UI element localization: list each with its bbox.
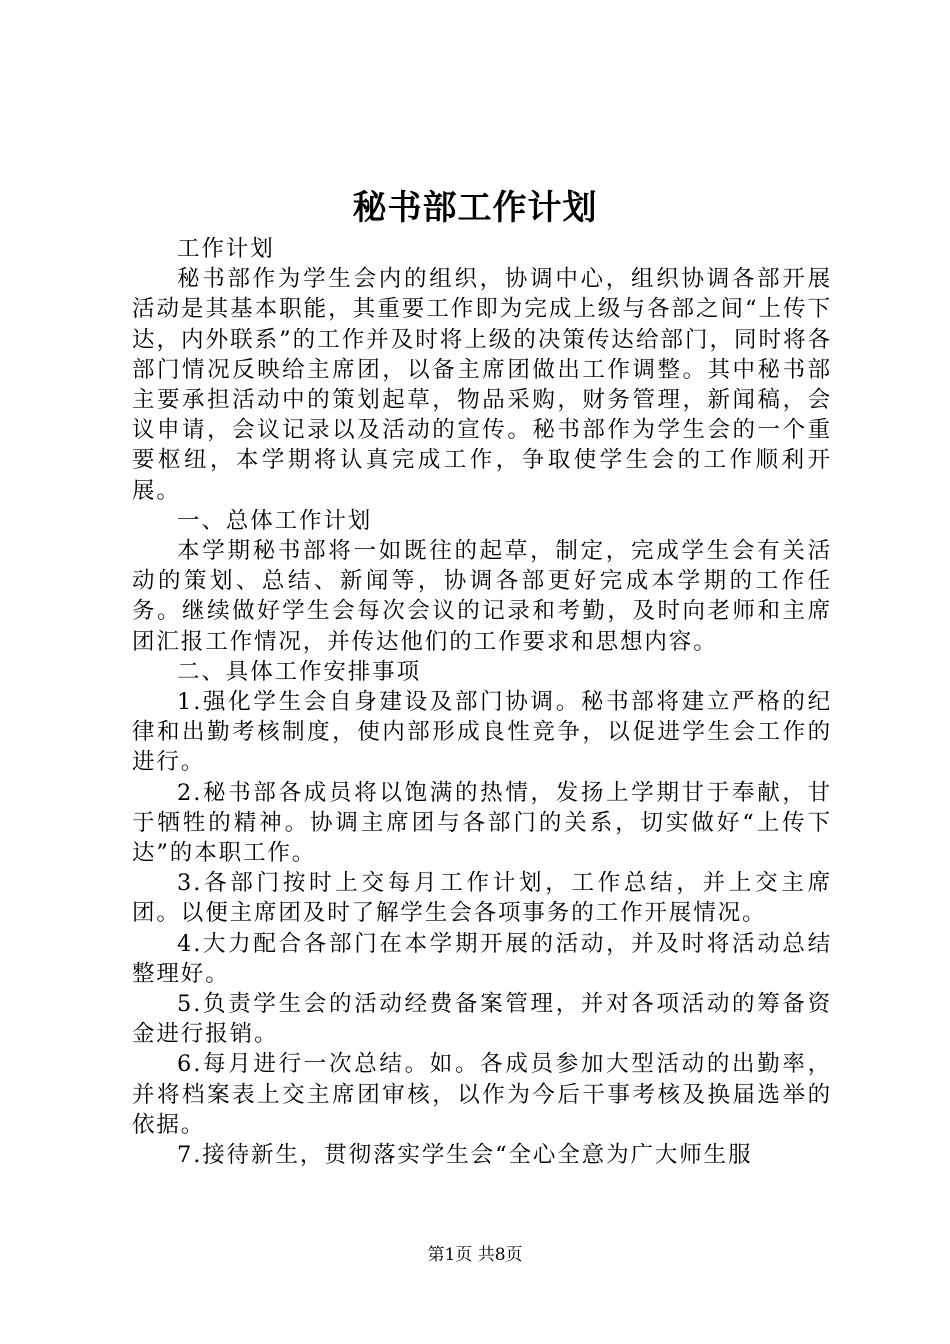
- page-number: 第1页 共8页: [427, 1245, 523, 1265]
- list-item-7: 7.接待新生，贯彻落实学生会“全心全意为广大师生服: [177, 1142, 753, 1169]
- section-heading-specific: 二、具体工作安排事项: [177, 658, 422, 685]
- paragraph-intro: 秘书部作为学生会内的组织，协调中心，组织协调各部开展活动是其基本职能，其重要工作即为完成上级与各部之间“上传下达，内外联系”的工作并及时将上级的决策传达给部门，同时将各部门情况反映给主席团，以备主席团做出工作调整。其中秘书部主要承担活动中的策划起草，物品采购，财务管理，新闻稿，会议申请，会议记录以及活动的宣传。秘书部作为学生会的一个重要枢纽，本学期将认真完成工作，争取使学生会的工作顺利开展。: [132, 266, 832, 504]
- list-item-4: 4.大力配合各部门在本学期开展的活动，并及时将活动总结整理好。: [132, 930, 832, 987]
- list-item-1: 1.强化学生会自身建设及部门协调。秘书部将建立严格的纪律和出勤考核制度，使内部形成良性竞争，以促进学生会工作的进行。: [132, 689, 832, 776]
- list-item-6: 6.每月进行一次总结。如。各成员参加大型活动的出勤率，并将档案表上交主席团审核，以作为今后干事考核及换届选举的依据。: [132, 1051, 832, 1138]
- section-heading-overall: 一、总体工作计划: [177, 507, 373, 534]
- paragraph-subtitle: 工作计划: [177, 236, 275, 262]
- list-item-2: 2.秘书部各成员将以饱满的热情，发扬上学期甘于奉献，甘于牺牲的精神。协调主席团与各部门的关系，切实做好“上传下达”的本职工作。: [132, 779, 832, 867]
- page-title: 秘书部工作计划: [352, 188, 598, 228]
- paragraph-overall: 本学期秘书部将一如既往的起草，制定，完成学生会有关活动的策划、总结、新闻等，协调各部更好完成本学期的工作任务。继续做好学生会每次会议的记录和考勤，及时向老师和主席团汇报工作情况，并传达他们的工作要求和思想内容。: [132, 538, 832, 655]
- document-body: [132, 234, 832, 1170]
- list-item-3: 3.各部门按时上交每月工作计划，工作总结，并上交主席团。以便主席团及时了解学生会各项事务的工作开展情况。: [132, 870, 832, 927]
- list-item-5: 5.负责学生会的活动经费备案管理，并对各项活动的筹备资金进行报销。: [132, 991, 832, 1048]
